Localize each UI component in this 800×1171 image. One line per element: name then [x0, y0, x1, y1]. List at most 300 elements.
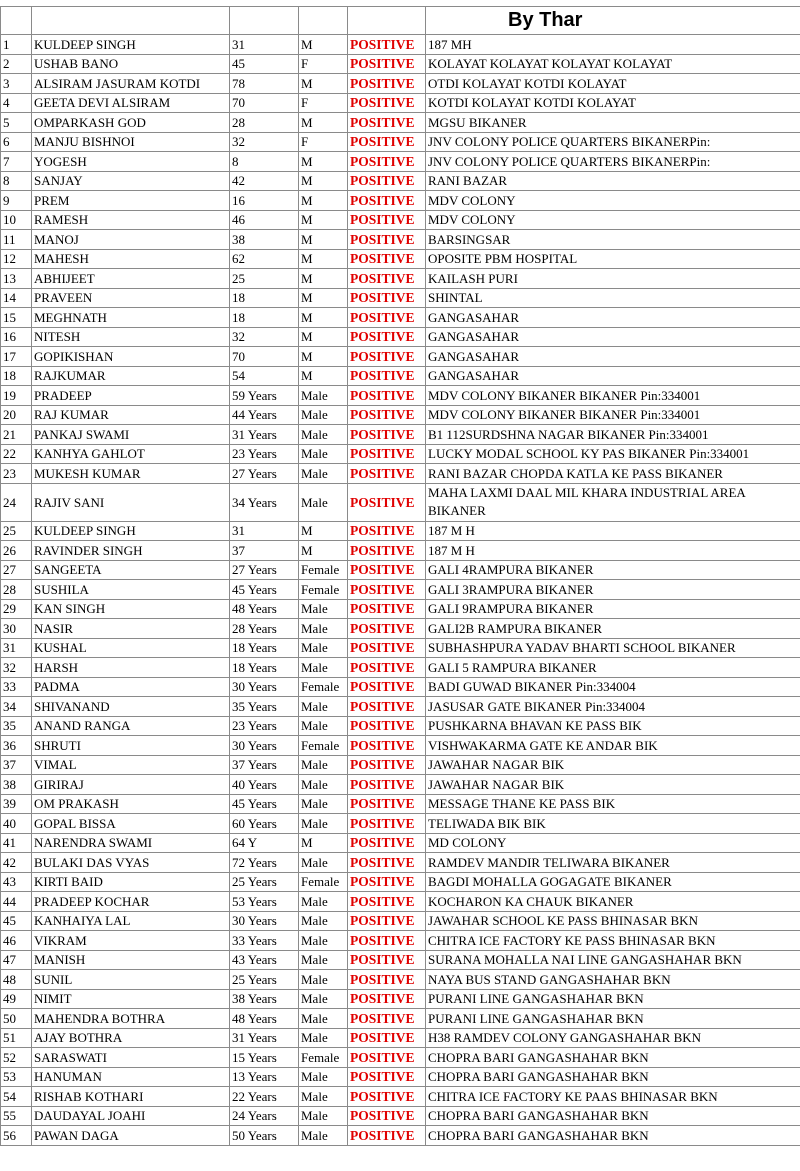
age-cell: 42 [230, 171, 299, 191]
address-cell: LUCKY MODAL SCHOOL KY PAS BIKANER Pin:334001 [426, 444, 800, 464]
address-cell: MDV COLONY BIKANER BIKANER Pin:334001 [426, 386, 800, 406]
gender-cell: M [299, 541, 348, 561]
gender-cell: Male [299, 911, 348, 931]
name-cell: MANOJ [32, 230, 230, 250]
status-cell: POSITIVE [348, 327, 426, 347]
name-cell: SUNIL [32, 970, 230, 990]
address-cell: MESSAGE THANE KE PASS BIK [426, 794, 800, 814]
table-row [1, 35, 800, 55]
address-cell: CHOPRA BARI GANGASHAHAR BKN [426, 1106, 800, 1126]
serial-number-cell: 11 [1, 230, 32, 250]
gender-cell: Male [299, 386, 348, 406]
status-cell: POSITIVE [348, 74, 426, 94]
table-row [1, 755, 800, 775]
gender-cell: Male [299, 1009, 348, 1029]
status-cell: POSITIVE [348, 560, 426, 580]
table-row [1, 327, 800, 347]
age-cell: 38 Years [230, 989, 299, 1009]
status-cell: POSITIVE [348, 1087, 426, 1107]
serial-number-cell: 25 [1, 521, 32, 541]
table-row [1, 386, 800, 406]
gender-cell: Female [299, 560, 348, 580]
status-cell: POSITIVE [348, 833, 426, 853]
gender-cell: Male [299, 1087, 348, 1107]
gender-cell: Female [299, 580, 348, 600]
table-row [1, 950, 800, 970]
gender-cell: Male [299, 989, 348, 1009]
table-row [1, 288, 800, 308]
gender-cell: Female [299, 872, 348, 892]
serial-number-cell: 37 [1, 755, 32, 775]
age-cell: 18 [230, 288, 299, 308]
status-cell: POSITIVE [348, 405, 426, 425]
age-cell: 70 [230, 347, 299, 367]
status-cell: POSITIVE [348, 171, 426, 191]
name-cell: SANJAY [32, 171, 230, 191]
age-cell: 27 Years [230, 560, 299, 580]
address-cell: CHOPRA BARI GANGASHAHAR BKN [426, 1126, 800, 1146]
gender-cell: Male [299, 464, 348, 484]
table-row [1, 794, 800, 814]
gender-cell: Male [299, 716, 348, 736]
serial-number-cell: 31 [1, 638, 32, 658]
name-cell: MAHESH [32, 249, 230, 269]
table-row [1, 1087, 800, 1107]
address-cell: SURANA MOHALLA NAI LINE GANGASHAHAR BKN [426, 950, 800, 970]
address-cell: 187 MH [426, 35, 800, 55]
address-cell: KOLAYAT KOLAYAT KOLAYAT KOLAYAT [426, 54, 800, 74]
table-row [1, 580, 800, 600]
name-cell: KANHYA GAHLOT [32, 444, 230, 464]
age-cell: 31 Years [230, 425, 299, 445]
address-cell: CHOPRA BARI GANGASHAHAR BKN [426, 1048, 800, 1068]
age-cell: 31 Years [230, 1028, 299, 1048]
name-cell: PRAVEEN [32, 288, 230, 308]
status-cell: POSITIVE [348, 950, 426, 970]
status-cell: POSITIVE [348, 580, 426, 600]
serial-number-cell: 34 [1, 697, 32, 717]
name-cell: VIMAL [32, 755, 230, 775]
address-cell: CHITRA ICE FACTORY KE PAAS BHINASAR BKN [426, 1087, 800, 1107]
serial-number-cell: 30 [1, 619, 32, 639]
address-cell: SUBHASHPURA YADAV BHARTI SCHOOL BIKANER [426, 638, 800, 658]
name-cell: MANISH [32, 950, 230, 970]
serial-number-cell: 54 [1, 1087, 32, 1107]
serial-number-cell: 55 [1, 1106, 32, 1126]
address-cell: JNV COLONY POLICE QUARTERS BIKANERPin: [426, 132, 800, 152]
header-cell [32, 7, 230, 35]
age-cell: 15 Years [230, 1048, 299, 1068]
table-row [1, 1106, 800, 1126]
status-cell: POSITIVE [348, 230, 426, 250]
name-cell: KIRTI BAID [32, 872, 230, 892]
age-cell: 27 Years [230, 464, 299, 484]
age-cell: 48 Years [230, 1009, 299, 1029]
gender-cell: Male [299, 1028, 348, 1048]
address-cell: 187 M H [426, 541, 800, 561]
address-cell: JAWAHAR NAGAR BIK [426, 775, 800, 795]
name-cell: SHIVANAND [32, 697, 230, 717]
table-row [1, 405, 800, 425]
age-cell: 28 [230, 113, 299, 133]
status-cell: POSITIVE [348, 755, 426, 775]
age-cell: 60 Years [230, 814, 299, 834]
table-row [1, 697, 800, 717]
age-cell: 23 Years [230, 444, 299, 464]
gender-cell: Male [299, 1106, 348, 1126]
status-cell: POSITIVE [348, 93, 426, 113]
address-cell: PURANI LINE GANGASHAHAR BKN [426, 989, 800, 1009]
address-cell: PURANI LINE GANGASHAHAR BKN [426, 1009, 800, 1029]
address-cell: GANGASAHAR [426, 347, 800, 367]
address-cell: 187 M H [426, 521, 800, 541]
status-cell: POSITIVE [348, 794, 426, 814]
status-cell: POSITIVE [348, 1009, 426, 1029]
gender-cell: Male [299, 483, 348, 521]
gender-cell: Male [299, 444, 348, 464]
name-cell: USHAB BANO [32, 54, 230, 74]
serial-number-cell: 33 [1, 677, 32, 697]
age-cell: 46 [230, 210, 299, 230]
name-cell: PRADEEP [32, 386, 230, 406]
table-row [1, 269, 800, 289]
address-cell: JNV COLONY POLICE QUARTERS BIKANERPin: [426, 152, 800, 172]
serial-number-cell: 52 [1, 1048, 32, 1068]
name-cell: GOPIKISHAN [32, 347, 230, 367]
address-cell: CHITRA ICE FACTORY KE PASS BHINASAR BKN [426, 931, 800, 951]
age-cell: 70 [230, 93, 299, 113]
table-row [1, 833, 800, 853]
address-cell: BAGDI MOHALLA GOGAGATE BIKANER [426, 872, 800, 892]
serial-number-cell: 45 [1, 911, 32, 931]
age-cell: 50 Years [230, 1126, 299, 1146]
age-cell: 78 [230, 74, 299, 94]
status-cell: POSITIVE [348, 210, 426, 230]
gender-cell: Male [299, 853, 348, 873]
name-cell: BULAKI DAS VYAS [32, 853, 230, 873]
table-row [1, 132, 800, 152]
address-cell: MDV COLONY BIKANER BIKANER Pin:334001 [426, 405, 800, 425]
age-cell: 37 [230, 541, 299, 561]
address-cell: RAMDEV MANDIR TELIWARA BIKANER [426, 853, 800, 873]
name-cell: SANGEETA [32, 560, 230, 580]
age-cell: 28 Years [230, 619, 299, 639]
table-row [1, 152, 800, 172]
serial-number-cell: 32 [1, 658, 32, 678]
address-cell: SHINTAL [426, 288, 800, 308]
name-cell: MEGHNATH [32, 308, 230, 328]
serial-number-cell: 21 [1, 425, 32, 445]
name-cell: HANUMAN [32, 1067, 230, 1087]
table-row [1, 191, 800, 211]
status-cell: POSITIVE [348, 892, 426, 912]
age-cell: 35 Years [230, 697, 299, 717]
status-cell: POSITIVE [348, 541, 426, 561]
status-cell: POSITIVE [348, 269, 426, 289]
age-cell: 45 Years [230, 794, 299, 814]
status-cell: POSITIVE [348, 716, 426, 736]
table-row [1, 1126, 800, 1146]
serial-number-cell: 53 [1, 1067, 32, 1087]
status-cell: POSITIVE [348, 1067, 426, 1087]
gender-cell: M [299, 191, 348, 211]
gender-cell: Male [299, 658, 348, 678]
serial-number-cell: 17 [1, 347, 32, 367]
serial-number-cell: 5 [1, 113, 32, 133]
title-row [1, 7, 800, 35]
status-cell: POSITIVE [348, 249, 426, 269]
table-row [1, 1067, 800, 1087]
address-cell: JAWAHAR NAGAR BIK [426, 755, 800, 775]
table-row [1, 677, 800, 697]
name-cell: KAN SINGH [32, 599, 230, 619]
name-cell: SARASWATI [32, 1048, 230, 1068]
status-cell: POSITIVE [348, 288, 426, 308]
gender-cell: M [299, 327, 348, 347]
age-cell: 44 Years [230, 405, 299, 425]
status-cell: POSITIVE [348, 931, 426, 951]
serial-number-cell: 40 [1, 814, 32, 834]
gender-cell: M [299, 288, 348, 308]
address-cell: GALI 9RAMPURA BIKANER [426, 599, 800, 619]
patient-table-body [1, 7, 800, 1146]
status-cell: POSITIVE [348, 619, 426, 639]
name-cell: SUSHILA [32, 580, 230, 600]
serial-number-cell: 4 [1, 93, 32, 113]
gender-cell: M [299, 833, 348, 853]
gender-cell: Male [299, 1126, 348, 1146]
serial-number-cell: 42 [1, 853, 32, 873]
table-row [1, 658, 800, 678]
age-cell: 43 Years [230, 950, 299, 970]
sheet-title: By Thar [426, 7, 800, 35]
name-cell: DAUDAYAL JOAHI [32, 1106, 230, 1126]
serial-number-cell: 20 [1, 405, 32, 425]
table-row [1, 911, 800, 931]
age-cell: 31 [230, 35, 299, 55]
status-cell: POSITIVE [348, 1106, 426, 1126]
status-cell: POSITIVE [348, 386, 426, 406]
gender-cell: M [299, 230, 348, 250]
serial-number-cell: 10 [1, 210, 32, 230]
name-cell: RAVINDER SINGH [32, 541, 230, 561]
gender-cell: M [299, 171, 348, 191]
header-cell [1, 7, 32, 35]
serial-number-cell: 27 [1, 560, 32, 580]
gender-cell: Male [299, 931, 348, 951]
serial-number-cell: 19 [1, 386, 32, 406]
age-cell: 25 Years [230, 970, 299, 990]
name-cell: AJAY BOTHRA [32, 1028, 230, 1048]
address-cell: GANGASAHAR [426, 327, 800, 347]
gender-cell: Male [299, 599, 348, 619]
table-row [1, 366, 800, 386]
gender-cell: M [299, 74, 348, 94]
age-cell: 25 [230, 269, 299, 289]
name-cell: MUKESH KUMAR [32, 464, 230, 484]
address-cell: BADI GUWAD BIKANER Pin:334004 [426, 677, 800, 697]
age-cell: 8 [230, 152, 299, 172]
table-row [1, 638, 800, 658]
serial-number-cell: 8 [1, 171, 32, 191]
address-cell: PUSHKARNA BHAVAN KE PASS BIK [426, 716, 800, 736]
status-cell: POSITIVE [348, 347, 426, 367]
serial-number-cell: 2 [1, 54, 32, 74]
gender-cell: M [299, 35, 348, 55]
patient-table [0, 6, 800, 1146]
name-cell: KANHAIYA LAL [32, 911, 230, 931]
age-cell: 34 Years [230, 483, 299, 521]
gender-cell: M [299, 366, 348, 386]
serial-number-cell: 26 [1, 541, 32, 561]
gender-cell: M [299, 347, 348, 367]
age-cell: 53 Years [230, 892, 299, 912]
status-cell: POSITIVE [348, 638, 426, 658]
address-cell: NAYA BUS STAND GANGASHAHAR BKN [426, 970, 800, 990]
gender-cell: M [299, 308, 348, 328]
age-cell: 30 Years [230, 677, 299, 697]
address-cell: GALI2B RAMPURA BIKANER [426, 619, 800, 639]
address-cell: VISHWAKARMA GATE KE ANDAR BIK [426, 736, 800, 756]
gender-cell: Male [299, 775, 348, 795]
status-cell: POSITIVE [348, 599, 426, 619]
age-cell: 24 Years [230, 1106, 299, 1126]
table-row [1, 230, 800, 250]
serial-number-cell: 28 [1, 580, 32, 600]
status-cell: POSITIVE [348, 113, 426, 133]
name-cell: PANKAJ SWAMI [32, 425, 230, 445]
table-row [1, 425, 800, 445]
age-cell: 32 [230, 132, 299, 152]
gender-cell: Female [299, 1048, 348, 1068]
name-cell: GOPAL BISSA [32, 814, 230, 834]
serial-number-cell: 14 [1, 288, 32, 308]
status-cell: POSITIVE [348, 872, 426, 892]
name-cell: ABHIJEET [32, 269, 230, 289]
age-cell: 18 Years [230, 658, 299, 678]
status-cell: POSITIVE [348, 970, 426, 990]
serial-number-cell: 36 [1, 736, 32, 756]
gender-cell: Male [299, 638, 348, 658]
gender-cell: Male [299, 425, 348, 445]
table-row [1, 171, 800, 191]
status-cell: POSITIVE [348, 911, 426, 931]
address-cell: MAHA LAXMI DAAL MIL KHARA INDUSTRIAL AREA BIKANER [426, 483, 800, 521]
name-cell: RAJ KUMAR [32, 405, 230, 425]
name-cell: RAMESH [32, 210, 230, 230]
name-cell: KUSHAL [32, 638, 230, 658]
name-cell: RAJIV SANI [32, 483, 230, 521]
status-cell: POSITIVE [348, 677, 426, 697]
status-cell: POSITIVE [348, 1126, 426, 1146]
status-cell: POSITIVE [348, 814, 426, 834]
gender-cell: Male [299, 892, 348, 912]
serial-number-cell: 29 [1, 599, 32, 619]
table-row [1, 74, 800, 94]
address-cell: BARSINGSAR [426, 230, 800, 250]
table-row [1, 599, 800, 619]
address-cell: JASUSAR GATE BIKANER Pin:334004 [426, 697, 800, 717]
name-cell: GIRIRAJ [32, 775, 230, 795]
name-cell: NARENDRA SWAMI [32, 833, 230, 853]
gender-cell: F [299, 132, 348, 152]
age-cell: 72 Years [230, 853, 299, 873]
age-cell: 31 [230, 521, 299, 541]
serial-number-cell: 6 [1, 132, 32, 152]
age-cell: 54 [230, 366, 299, 386]
table-row [1, 853, 800, 873]
name-cell: NITESH [32, 327, 230, 347]
table-row [1, 464, 800, 484]
age-cell: 18 Years [230, 638, 299, 658]
address-cell: MGSU BIKANER [426, 113, 800, 133]
table-row [1, 931, 800, 951]
gender-cell: Female [299, 736, 348, 756]
serial-number-cell: 39 [1, 794, 32, 814]
age-cell: 22 Years [230, 1087, 299, 1107]
table-row [1, 521, 800, 541]
table-row [1, 1048, 800, 1068]
serial-number-cell: 15 [1, 308, 32, 328]
address-cell: GALI 5 RAMPURA BIKANER [426, 658, 800, 678]
serial-number-cell: 35 [1, 716, 32, 736]
gender-cell: F [299, 93, 348, 113]
address-cell: B1 112SURDSHNA NAGAR BIKANER Pin:334001 [426, 425, 800, 445]
address-cell: TELIWADA BIK BIK [426, 814, 800, 834]
status-cell: POSITIVE [348, 464, 426, 484]
serial-number-cell: 22 [1, 444, 32, 464]
serial-number-cell: 24 [1, 483, 32, 521]
address-cell: GANGASAHAR [426, 366, 800, 386]
address-cell: MDV COLONY [426, 191, 800, 211]
age-cell: 32 [230, 327, 299, 347]
address-cell: RANI BAZAR [426, 171, 800, 191]
table-row [1, 970, 800, 990]
name-cell: YOGESH [32, 152, 230, 172]
table-row [1, 308, 800, 328]
status-cell: POSITIVE [348, 54, 426, 74]
gender-cell: Male [299, 697, 348, 717]
serial-number-cell: 13 [1, 269, 32, 289]
address-cell: KAILASH PURI [426, 269, 800, 289]
age-cell: 18 [230, 308, 299, 328]
table-row [1, 93, 800, 113]
age-cell: 38 [230, 230, 299, 250]
serial-number-cell: 49 [1, 989, 32, 1009]
age-cell: 59 Years [230, 386, 299, 406]
table-row [1, 892, 800, 912]
age-cell: 30 Years [230, 736, 299, 756]
status-cell: POSITIVE [348, 152, 426, 172]
status-cell: POSITIVE [348, 425, 426, 445]
table-row [1, 249, 800, 269]
status-cell: POSITIVE [348, 658, 426, 678]
address-cell: KOTDI KOLAYAT KOTDI KOLAYAT [426, 93, 800, 113]
address-cell: OPOSITE PBM HOSPITAL [426, 249, 800, 269]
serial-number-cell: 3 [1, 74, 32, 94]
gender-cell: F [299, 54, 348, 74]
name-cell: NASIR [32, 619, 230, 639]
name-cell: OM PRAKASH [32, 794, 230, 814]
table-row [1, 716, 800, 736]
serial-number-cell: 12 [1, 249, 32, 269]
gender-cell: Male [299, 950, 348, 970]
address-cell: CHOPRA BARI GANGASHAHAR BKN [426, 1067, 800, 1087]
gender-cell: M [299, 249, 348, 269]
status-cell: POSITIVE [348, 191, 426, 211]
age-cell: 25 Years [230, 872, 299, 892]
name-cell: MAHENDRA BOTHRA [32, 1009, 230, 1029]
